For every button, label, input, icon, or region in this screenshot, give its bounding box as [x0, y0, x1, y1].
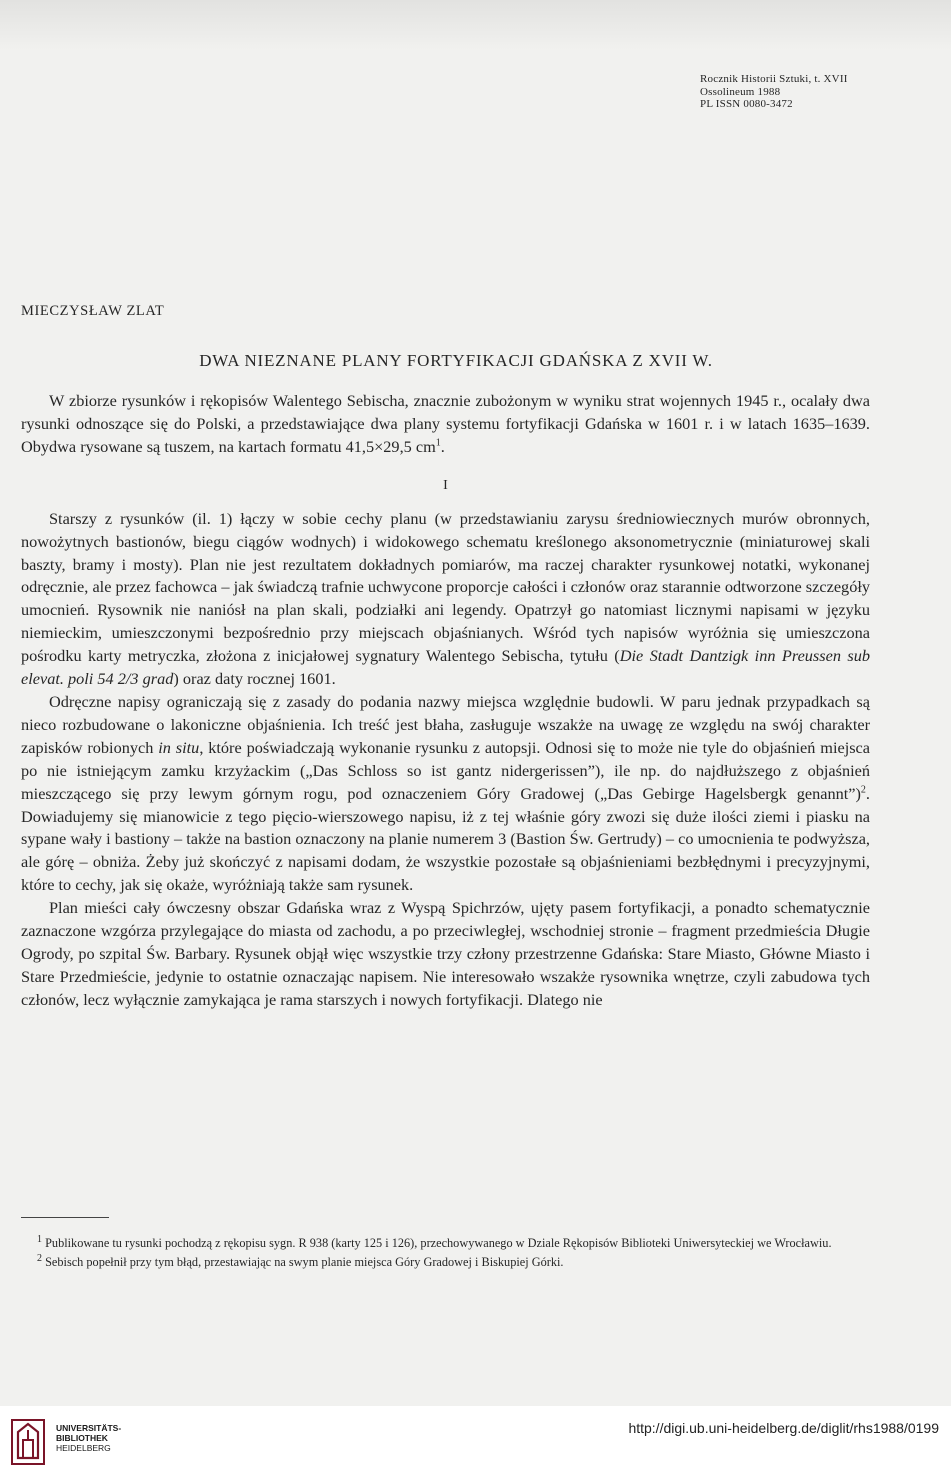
footnote-1-number: 1: [37, 1233, 42, 1245]
footnote-divider: [21, 1217, 109, 1218]
journal-info: [700, 73, 875, 111]
footnote-2-number: 2: [37, 1252, 42, 1264]
footnote-2-text: Sebisch popełnił przy tym błąd, przestawiając na swym planie miejsca Góry Gradowej i Biskupiej Górki.: [45, 1254, 564, 1269]
bleed-through-strip: [0, 0, 951, 50]
intro-end: .: [440, 436, 445, 456]
permalink-url[interactable]: http://digi.ub.uni-heidelberg.de/diglit/rhs1988/0199: [628, 1420, 939, 1436]
journal-name: Rocznik Historii Sztuki, t. XVII: [700, 73, 848, 85]
publisher: Ossolineum 1988: [700, 85, 781, 98]
paragraph-2-italic: in situ: [158, 737, 200, 757]
library-name-line3: HEIDELBERG: [56, 1443, 111, 1453]
intro-text: W zbiorze rysunków i rękopisów Walentego Sebischa, znacznie zubożonym w wyniku strat wojennych 1945 r., ocalały dwa rysunki odnoszące się do Polski, a przedstawiające dwa plany systemu fortyfikacji Gdańska w 1601 r. i w latach 1635–1639. Obydwa rysowane są tuszem, na kartach formatu 41,5×29,5 cm: [21, 391, 870, 456]
footnote-1: [21, 1234, 870, 1253]
article-title: DWA NIEZNANE PLANY FORTYFIKACJI GDAŃSKA Z XVII W.: [199, 351, 713, 370]
paragraph-2-part1: Odręczne napisy ograniczają się z zasady do podania nazwy miejsca względnie budowli. W paru jednak przypadkach są nieco rozbudowane o lakoniczne objaśnienia. Ich treść jest błaha, zasługuje wszakże na uwagę ze względu na swój charakter zapisków robionych: [21, 691, 870, 757]
paragraph-2: [21, 691, 870, 897]
paragraph-2-part2: , które poświadczają wykonanie rysunku z autopsji. Odnosi się to może nie tyle do objaśnień miejsca po nie istniejącym zamku krzyżackim („Das Schloss so ist gantz nidergerissen”), ile np. do najdłuższego z objaśnień mieszczącego się przy lewym górnym rogu, pod oznaczeniem Góry Gradowej („Das Gebirge Hagelsbergk genannt”): [21, 737, 871, 803]
article-body: [21, 390, 870, 1012]
paragraph-1-end: ) oraz daty rocznej 1601.: [173, 669, 336, 689]
library-name: [56, 1423, 121, 1453]
issn: PL ISSN 0080-3472: [700, 98, 793, 110]
paragraph-1-italic-title: Die Stadt Dantzigk inn Preussen sub elevat. poli 54 2/3 grad: [21, 646, 871, 689]
footnote-ref-1[interactable]: 1: [435, 437, 441, 449]
footnote-ref-2[interactable]: 2: [860, 784, 866, 796]
library-name-line2: BIBLIOTHEK: [56, 1433, 108, 1443]
library-name-line1: UNIVERSITÄTS-: [56, 1423, 122, 1433]
paragraph-1-text: Starszy z rysunków (il. 1) łączy w sobie cechy planu (w przedstawianiu zarysu średniowiecznych murów obronnych, nowożytnych bastionów, biegu ciągów wodnych) i widokowego schematu kreślonego aksonometrycznie (miniaturowej skali baszty, bramy i mosty). Plan nie jest rezultatem dokładnych pomiarów, ma raczej charakter rysunkowej notatki, wykonanej odręcznie, ale przez fachowca – jak świadczą trafnie uchwycone proporcje całości i członów oraz starannie odtworzone szczegóły umocnień. Rysownik nie naniósł na plan skali, podziałki ani legendy. Opatrzył go natomiast licznymi napisami w języku niemieckim, umieszczonymi bezpośrednio przy miejscach objaśnianych. Wśród tych napisów wyróżnia się umieszczona pośrodku karty metryczka, złożona z inicjałowej sygnatury Walentego Sebischa, tytułu (: [21, 508, 870, 666]
footnote-1-text: Publikowane tu rysunki pochodzą z rękopisu sygn. R 938 (karty 125 i 126), przechowywanego w Dziale Rękopisów Biblioteki Uniwersyteckiej we Wrocławiu.: [45, 1236, 832, 1250]
footer-bar: [0, 1406, 951, 1478]
author-name: MIECZYSŁAW ZLAT: [21, 303, 165, 319]
footnote-2: [21, 1253, 870, 1272]
section-marker: I: [443, 477, 448, 493]
paragraph-3: Plan mieści cały ówczesny obszar Gdańska wraz z Wyspą Spichrzów, ujęty pasem fortyfikacji, a ponadto schematycznie zaznaczone wzgórza przylegające do miasta od zachodu, a po przeciwległej, wschodniej stronie – fragment przedmieścia Długie Ogrody, po szpital Św. Barbary. Rysunek objął więc wszystkie trzy człony przestrzenne Gdańska: Stare Miasto, Główne Miasto i Stare Przedmieście, jedynie to ostatnie oznaczając napisem. Nie interesowało wszakże rysownika wnętrze, czyli zabudowa tych członów, lecz wyłącznie zamykająca je rama starszych i nowych fortyfikacji. Dlatego nie: [21, 898, 870, 1009]
paragraph-2-part3: . Dowiadujemy się mianowicie z tego pięcio-wierszowego napisu, iż z tej właśnie góry zwozi się duże ilości ziemi i piasku na sypane wały i bastiony – także na bastion oznaczony na planie numerem 3 (Bastion Św. Gertrudy) – co umocnienia te podwyższa, ale górę – obniża. Żeby już skończyć z napisami dodam, że wszystkie pozostałe są objaśnieniami bezbłędnymi i precyzyjnymi, które to cechy, jak się okaże, wyróżniają także sam rysunek.: [21, 783, 870, 895]
library-logo-icon: [10, 1418, 46, 1466]
footnotes: [21, 1234, 870, 1271]
paragraph-1: [21, 508, 870, 691]
intro-paragraph: [21, 390, 870, 459]
